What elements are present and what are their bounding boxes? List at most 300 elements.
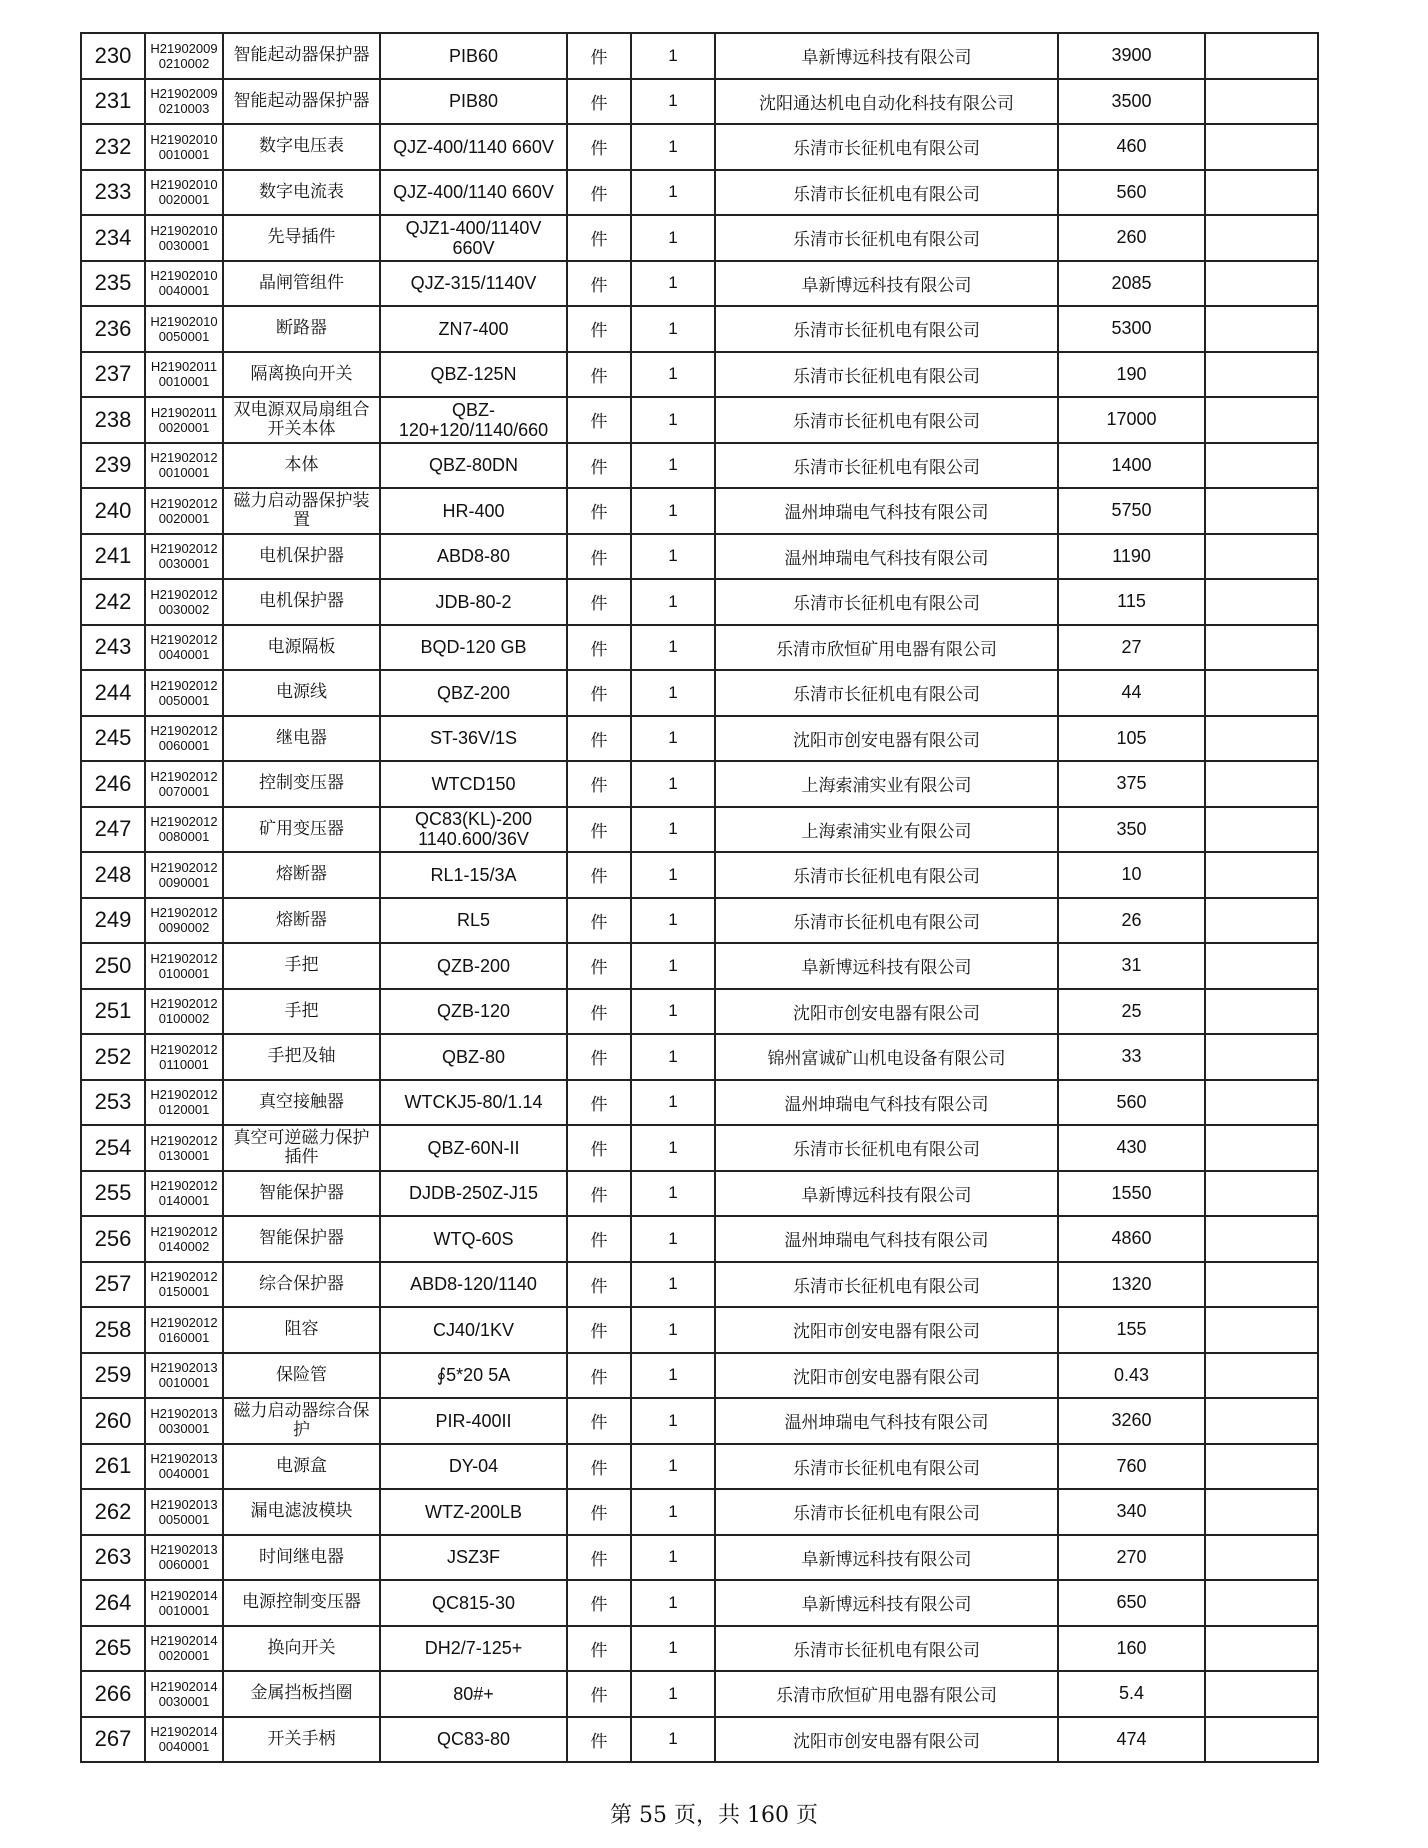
item-price: 560 bbox=[1058, 1080, 1205, 1126]
item-quantity: 1 bbox=[631, 306, 715, 352]
item-price: 1550 bbox=[1058, 1171, 1205, 1217]
item-unit: 件 bbox=[567, 1034, 631, 1080]
item-remark bbox=[1205, 1535, 1318, 1581]
row-number: 256 bbox=[81, 1216, 145, 1262]
item-code: H219020090210002 bbox=[145, 33, 223, 79]
item-supplier: 乐清市长征机电有限公司 bbox=[715, 443, 1058, 489]
item-unit: 件 bbox=[567, 1307, 631, 1353]
item-price: 560 bbox=[1058, 170, 1205, 216]
item-quantity: 1 bbox=[631, 79, 715, 125]
item-quantity: 1 bbox=[631, 1262, 715, 1308]
item-supplier: 乐清市长征机电有限公司 bbox=[715, 1489, 1058, 1535]
table-row bbox=[81, 1307, 1318, 1353]
row-number: 237 bbox=[81, 352, 145, 398]
item-quantity: 1 bbox=[631, 1444, 715, 1490]
table-row bbox=[81, 488, 1318, 534]
item-model: WTQ-60S bbox=[380, 1216, 567, 1262]
item-name: 电机保护器 bbox=[223, 534, 380, 580]
item-name: 本体 bbox=[223, 443, 380, 489]
table-row bbox=[81, 534, 1318, 580]
item-price: 5.4 bbox=[1058, 1671, 1205, 1717]
item-name: 隔离换向开关 bbox=[223, 352, 380, 398]
item-price: 26 bbox=[1058, 898, 1205, 944]
item-quantity: 1 bbox=[631, 807, 715, 853]
item-quantity: 1 bbox=[631, 170, 715, 216]
item-quantity: 1 bbox=[631, 1034, 715, 1080]
item-price: 33 bbox=[1058, 1034, 1205, 1080]
row-number: 265 bbox=[81, 1626, 145, 1672]
row-number: 238 bbox=[81, 397, 145, 443]
item-code: H219020130010001 bbox=[145, 1353, 223, 1399]
item-model: PIB80 bbox=[380, 79, 567, 125]
row-number: 260 bbox=[81, 1398, 145, 1444]
item-supplier: 乐清市长征机电有限公司 bbox=[715, 352, 1058, 398]
item-price: 190 bbox=[1058, 352, 1205, 398]
table-row bbox=[81, 170, 1318, 216]
item-remark bbox=[1205, 852, 1318, 898]
item-model: DJDB-250Z-J15 bbox=[380, 1171, 567, 1217]
item-remark bbox=[1205, 1262, 1318, 1308]
item-quantity: 1 bbox=[631, 989, 715, 1035]
item-remark bbox=[1205, 306, 1318, 352]
item-supplier: 乐清市长征机电有限公司 bbox=[715, 124, 1058, 170]
item-price: 3900 bbox=[1058, 33, 1205, 79]
item-quantity: 1 bbox=[631, 1671, 715, 1717]
item-supplier: 乐清市长征机电有限公司 bbox=[715, 306, 1058, 352]
item-name: 电源盒 bbox=[223, 1444, 380, 1490]
item-remark bbox=[1205, 1398, 1318, 1444]
item-unit: 件 bbox=[567, 397, 631, 443]
item-supplier: 沈阳通达机电自动化科技有限公司 bbox=[715, 79, 1058, 125]
item-remark bbox=[1205, 1671, 1318, 1717]
table-row bbox=[81, 943, 1318, 989]
item-unit: 件 bbox=[567, 989, 631, 1035]
item-remark bbox=[1205, 1125, 1318, 1171]
item-code: H219020120140001 bbox=[145, 1171, 223, 1217]
item-price: 460 bbox=[1058, 124, 1205, 170]
item-unit: 件 bbox=[567, 534, 631, 580]
item-price: 270 bbox=[1058, 1535, 1205, 1581]
table-row bbox=[81, 306, 1318, 352]
row-number: 235 bbox=[81, 261, 145, 307]
row-number: 263 bbox=[81, 1535, 145, 1581]
item-model: QJZ1-400/1140V 660V bbox=[380, 215, 567, 261]
item-remark bbox=[1205, 716, 1318, 762]
item-price: 260 bbox=[1058, 215, 1205, 261]
item-supplier: 乐清市长征机电有限公司 bbox=[715, 397, 1058, 443]
item-price: 5750 bbox=[1058, 488, 1205, 534]
item-quantity: 1 bbox=[631, 1216, 715, 1262]
table-row bbox=[81, 1626, 1318, 1672]
row-number: 234 bbox=[81, 215, 145, 261]
item-model: QZB-200 bbox=[380, 943, 567, 989]
row-number: 241 bbox=[81, 534, 145, 580]
table-row bbox=[81, 1171, 1318, 1217]
item-quantity: 1 bbox=[631, 670, 715, 716]
item-supplier: 乐清市长征机电有限公司 bbox=[715, 1626, 1058, 1672]
item-supplier: 乐清市长征机电有限公司 bbox=[715, 579, 1058, 625]
item-unit: 件 bbox=[567, 807, 631, 853]
item-name: 手把 bbox=[223, 943, 380, 989]
item-supplier: 温州坤瑞电气科技有限公司 bbox=[715, 1216, 1058, 1262]
item-unit: 件 bbox=[567, 1535, 631, 1581]
item-unit: 件 bbox=[567, 1080, 631, 1126]
item-unit: 件 bbox=[567, 261, 631, 307]
table-row bbox=[81, 625, 1318, 671]
item-code: H219020130060001 bbox=[145, 1535, 223, 1581]
item-unit: 件 bbox=[567, 579, 631, 625]
item-remark bbox=[1205, 1626, 1318, 1672]
item-price: 474 bbox=[1058, 1717, 1205, 1763]
table-row bbox=[81, 352, 1318, 398]
table-row bbox=[81, 1671, 1318, 1717]
item-quantity: 1 bbox=[631, 579, 715, 625]
item-model: 80#+ bbox=[380, 1671, 567, 1717]
table-row bbox=[81, 1125, 1318, 1171]
item-remark bbox=[1205, 1444, 1318, 1490]
item-remark bbox=[1205, 124, 1318, 170]
item-model: ∮5*20 5A bbox=[380, 1353, 567, 1399]
row-number: 236 bbox=[81, 306, 145, 352]
item-price: 27 bbox=[1058, 625, 1205, 671]
item-unit: 件 bbox=[567, 1262, 631, 1308]
item-name: 阻容 bbox=[223, 1307, 380, 1353]
item-price: 350 bbox=[1058, 807, 1205, 853]
item-supplier: 乐清市长征机电有限公司 bbox=[715, 852, 1058, 898]
item-supplier: 阜新博远科技有限公司 bbox=[715, 1535, 1058, 1581]
table-row bbox=[81, 761, 1318, 807]
item-unit: 件 bbox=[567, 761, 631, 807]
item-unit: 件 bbox=[567, 1580, 631, 1626]
item-name: 电源线 bbox=[223, 670, 380, 716]
item-supplier: 温州坤瑞电气科技有限公司 bbox=[715, 488, 1058, 534]
item-name: 控制变压器 bbox=[223, 761, 380, 807]
item-model: RL1-15/3A bbox=[380, 852, 567, 898]
item-name: 磁力启动器保护装置 bbox=[223, 488, 380, 534]
row-number: 248 bbox=[81, 852, 145, 898]
item-model: WTZ-200LB bbox=[380, 1489, 567, 1535]
item-remark bbox=[1205, 33, 1318, 79]
item-supplier: 乐清市长征机电有限公司 bbox=[715, 670, 1058, 716]
item-supplier: 沈阳市创安电器有限公司 bbox=[715, 716, 1058, 762]
item-name: 综合保护器 bbox=[223, 1262, 380, 1308]
table-row bbox=[81, 1398, 1318, 1444]
table-row bbox=[81, 1034, 1318, 1080]
item-supplier: 温州坤瑞电气科技有限公司 bbox=[715, 534, 1058, 580]
item-model: QJZ-400/1140 660V bbox=[380, 124, 567, 170]
item-unit: 件 bbox=[567, 170, 631, 216]
item-code: H219020120150001 bbox=[145, 1262, 223, 1308]
item-unit: 件 bbox=[567, 852, 631, 898]
item-unit: 件 bbox=[567, 898, 631, 944]
item-quantity: 1 bbox=[631, 716, 715, 762]
item-supplier: 阜新博远科技有限公司 bbox=[715, 943, 1058, 989]
row-number: 244 bbox=[81, 670, 145, 716]
item-remark bbox=[1205, 943, 1318, 989]
item-code: H219020140030001 bbox=[145, 1671, 223, 1717]
item-code: H219020110020001 bbox=[145, 397, 223, 443]
row-number: 249 bbox=[81, 898, 145, 944]
item-quantity: 1 bbox=[631, 488, 715, 534]
table-row bbox=[81, 1717, 1318, 1763]
item-remark bbox=[1205, 761, 1318, 807]
item-quantity: 1 bbox=[631, 1080, 715, 1126]
item-code: H219020120090002 bbox=[145, 898, 223, 944]
item-quantity: 1 bbox=[631, 852, 715, 898]
item-model: QZB-120 bbox=[380, 989, 567, 1035]
table-row bbox=[81, 579, 1318, 625]
item-code: H219020120100001 bbox=[145, 943, 223, 989]
item-remark bbox=[1205, 1034, 1318, 1080]
table-row bbox=[81, 1080, 1318, 1126]
item-model: ST-36V/1S bbox=[380, 716, 567, 762]
table-row bbox=[81, 1580, 1318, 1626]
item-supplier: 沈阳市创安电器有限公司 bbox=[715, 1307, 1058, 1353]
item-code: H219020120140002 bbox=[145, 1216, 223, 1262]
item-supplier: 乐清市长征机电有限公司 bbox=[715, 215, 1058, 261]
item-model: QBZ-120+120/1140/660 bbox=[380, 397, 567, 443]
item-quantity: 1 bbox=[631, 1626, 715, 1672]
item-unit: 件 bbox=[567, 943, 631, 989]
item-code: H219020140010001 bbox=[145, 1580, 223, 1626]
item-quantity: 1 bbox=[631, 1307, 715, 1353]
item-supplier: 沈阳市创安电器有限公司 bbox=[715, 1353, 1058, 1399]
item-unit: 件 bbox=[567, 1353, 631, 1399]
row-number: 232 bbox=[81, 124, 145, 170]
item-remark bbox=[1205, 1216, 1318, 1262]
item-code: H219020120020001 bbox=[145, 488, 223, 534]
item-quantity: 1 bbox=[631, 124, 715, 170]
item-remark bbox=[1205, 261, 1318, 307]
item-supplier: 锦州富诚矿山机电设备有限公司 bbox=[715, 1034, 1058, 1080]
item-price: 3260 bbox=[1058, 1398, 1205, 1444]
item-price: 1320 bbox=[1058, 1262, 1205, 1308]
item-model: QC83(KL)-200 1140.600/36V bbox=[380, 807, 567, 853]
item-price: 160 bbox=[1058, 1626, 1205, 1672]
item-supplier: 上海索浦实业有限公司 bbox=[715, 761, 1058, 807]
item-name: 双电源双局扇组合开关本体 bbox=[223, 397, 380, 443]
item-code: H219020120120001 bbox=[145, 1080, 223, 1126]
item-price: 10 bbox=[1058, 852, 1205, 898]
table-row bbox=[81, 261, 1318, 307]
item-price: 31 bbox=[1058, 943, 1205, 989]
item-price: 44 bbox=[1058, 670, 1205, 716]
item-price: 25 bbox=[1058, 989, 1205, 1035]
row-number: 261 bbox=[81, 1444, 145, 1490]
item-remark bbox=[1205, 1489, 1318, 1535]
item-quantity: 1 bbox=[631, 898, 715, 944]
item-name: 漏电滤波模块 bbox=[223, 1489, 380, 1535]
item-code: H219020100030001 bbox=[145, 215, 223, 261]
item-price: 4860 bbox=[1058, 1216, 1205, 1262]
row-number: 247 bbox=[81, 807, 145, 853]
table-row bbox=[81, 1535, 1318, 1581]
item-name: 智能起动器保护器 bbox=[223, 79, 380, 125]
item-table bbox=[80, 32, 1319, 1763]
item-code: H219020120090001 bbox=[145, 852, 223, 898]
item-name: 继电器 bbox=[223, 716, 380, 762]
item-model: DH2/7-125+ bbox=[380, 1626, 567, 1672]
item-code: H219020090210003 bbox=[145, 79, 223, 125]
row-number: 231 bbox=[81, 79, 145, 125]
item-remark bbox=[1205, 215, 1318, 261]
item-code: H219020120040001 bbox=[145, 625, 223, 671]
item-unit: 件 bbox=[567, 306, 631, 352]
item-supplier: 沈阳市创安电器有限公司 bbox=[715, 989, 1058, 1035]
item-code: H219020120010001 bbox=[145, 443, 223, 489]
table-row bbox=[81, 1216, 1318, 1262]
item-code: H219020130030001 bbox=[145, 1398, 223, 1444]
item-code: H219020100040001 bbox=[145, 261, 223, 307]
item-code: H219020120080001 bbox=[145, 807, 223, 853]
row-number: 230 bbox=[81, 33, 145, 79]
table-row bbox=[81, 989, 1318, 1035]
item-model: JSZ3F bbox=[380, 1535, 567, 1581]
item-name: 真空接触器 bbox=[223, 1080, 380, 1126]
item-unit: 件 bbox=[567, 625, 631, 671]
item-code: H219020130050001 bbox=[145, 1489, 223, 1535]
table-row bbox=[81, 1353, 1318, 1399]
item-model: HR-400 bbox=[380, 488, 567, 534]
row-number: 240 bbox=[81, 488, 145, 534]
item-supplier: 乐清市长征机电有限公司 bbox=[715, 1262, 1058, 1308]
item-model: QJZ-400/1140 660V bbox=[380, 170, 567, 216]
item-name: 磁力启动器综合保护 bbox=[223, 1398, 380, 1444]
row-number: 242 bbox=[81, 579, 145, 625]
table-row bbox=[81, 898, 1318, 944]
item-model: CJ40/1KV bbox=[380, 1307, 567, 1353]
item-unit: 件 bbox=[567, 1717, 631, 1763]
row-number: 253 bbox=[81, 1080, 145, 1126]
item-quantity: 1 bbox=[631, 1398, 715, 1444]
item-model: ZN7-400 bbox=[380, 306, 567, 352]
item-model: DY-04 bbox=[380, 1444, 567, 1490]
item-unit: 件 bbox=[567, 1626, 631, 1672]
row-number: 250 bbox=[81, 943, 145, 989]
item-quantity: 1 bbox=[631, 1171, 715, 1217]
item-quantity: 1 bbox=[631, 1353, 715, 1399]
item-quantity: 1 bbox=[631, 1580, 715, 1626]
item-remark bbox=[1205, 170, 1318, 216]
item-code: H219020120060001 bbox=[145, 716, 223, 762]
item-name: 手把及轴 bbox=[223, 1034, 380, 1080]
item-unit: 件 bbox=[567, 352, 631, 398]
item-unit: 件 bbox=[567, 443, 631, 489]
item-unit: 件 bbox=[567, 1171, 631, 1217]
row-number: 257 bbox=[81, 1262, 145, 1308]
item-quantity: 1 bbox=[631, 534, 715, 580]
item-remark bbox=[1205, 1580, 1318, 1626]
item-quantity: 1 bbox=[631, 397, 715, 443]
row-number: 266 bbox=[81, 1671, 145, 1717]
row-number: 251 bbox=[81, 989, 145, 1035]
item-name: 智能起动器保护器 bbox=[223, 33, 380, 79]
item-remark bbox=[1205, 1307, 1318, 1353]
item-supplier: 阜新博远科技有限公司 bbox=[715, 261, 1058, 307]
item-code: H219020120030001 bbox=[145, 534, 223, 580]
item-supplier: 沈阳市创安电器有限公司 bbox=[715, 1717, 1058, 1763]
item-code: H219020120130001 bbox=[145, 1125, 223, 1171]
item-code: H219020120110001 bbox=[145, 1034, 223, 1080]
item-quantity: 1 bbox=[631, 1125, 715, 1171]
item-model: QBZ-200 bbox=[380, 670, 567, 716]
item-remark bbox=[1205, 488, 1318, 534]
item-remark bbox=[1205, 443, 1318, 489]
item-price: 650 bbox=[1058, 1580, 1205, 1626]
item-name: 智能保护器 bbox=[223, 1171, 380, 1217]
item-quantity: 1 bbox=[631, 761, 715, 807]
item-code: H219020120070001 bbox=[145, 761, 223, 807]
row-number: 252 bbox=[81, 1034, 145, 1080]
item-unit: 件 bbox=[567, 1398, 631, 1444]
table-row bbox=[81, 716, 1318, 762]
row-number: 258 bbox=[81, 1307, 145, 1353]
item-supplier: 阜新博远科技有限公司 bbox=[715, 1171, 1058, 1217]
item-name: 手把 bbox=[223, 989, 380, 1035]
item-price: 1400 bbox=[1058, 443, 1205, 489]
table-row bbox=[81, 79, 1318, 125]
item-quantity: 1 bbox=[631, 33, 715, 79]
row-number: 254 bbox=[81, 1125, 145, 1171]
row-number: 267 bbox=[81, 1717, 145, 1763]
item-name: 智能保护器 bbox=[223, 1216, 380, 1262]
item-price: 760 bbox=[1058, 1444, 1205, 1490]
item-quantity: 1 bbox=[631, 352, 715, 398]
item-name: 开关手柄 bbox=[223, 1717, 380, 1763]
item-model: BQD-120 GB bbox=[380, 625, 567, 671]
item-unit: 件 bbox=[567, 670, 631, 716]
item-remark bbox=[1205, 579, 1318, 625]
item-model: PIR-400II bbox=[380, 1398, 567, 1444]
item-supplier: 乐清市欣恒矿用电器有限公司 bbox=[715, 1671, 1058, 1717]
item-quantity: 1 bbox=[631, 1489, 715, 1535]
item-remark bbox=[1205, 79, 1318, 125]
item-remark bbox=[1205, 1353, 1318, 1399]
row-number: 245 bbox=[81, 716, 145, 762]
item-name: 电机保护器 bbox=[223, 579, 380, 625]
item-price: 430 bbox=[1058, 1125, 1205, 1171]
item-name: 断路器 bbox=[223, 306, 380, 352]
item-supplier: 乐清市长征机电有限公司 bbox=[715, 1125, 1058, 1171]
table-row bbox=[81, 397, 1318, 443]
item-unit: 件 bbox=[567, 1671, 631, 1717]
item-remark bbox=[1205, 352, 1318, 398]
table-row bbox=[81, 670, 1318, 716]
item-price: 155 bbox=[1058, 1307, 1205, 1353]
item-name: 数字电压表 bbox=[223, 124, 380, 170]
item-remark bbox=[1205, 989, 1318, 1035]
item-unit: 件 bbox=[567, 1216, 631, 1262]
item-supplier: 温州坤瑞电气科技有限公司 bbox=[715, 1398, 1058, 1444]
item-quantity: 1 bbox=[631, 215, 715, 261]
table-row bbox=[81, 1262, 1318, 1308]
item-supplier: 乐清市长征机电有限公司 bbox=[715, 170, 1058, 216]
item-quantity: 1 bbox=[631, 943, 715, 989]
item-model: ABD8-80 bbox=[380, 534, 567, 580]
item-model: QBZ-80DN bbox=[380, 443, 567, 489]
row-number: 264 bbox=[81, 1580, 145, 1626]
item-price: 1190 bbox=[1058, 534, 1205, 580]
item-code: H219020120050001 bbox=[145, 670, 223, 716]
item-price: 375 bbox=[1058, 761, 1205, 807]
item-name: 熔断器 bbox=[223, 852, 380, 898]
item-unit: 件 bbox=[567, 1125, 631, 1171]
row-number: 233 bbox=[81, 170, 145, 216]
item-price: 2085 bbox=[1058, 261, 1205, 307]
item-price: 0.43 bbox=[1058, 1353, 1205, 1399]
item-name: 真空可逆磁力保护插件 bbox=[223, 1125, 380, 1171]
item-price: 340 bbox=[1058, 1489, 1205, 1535]
